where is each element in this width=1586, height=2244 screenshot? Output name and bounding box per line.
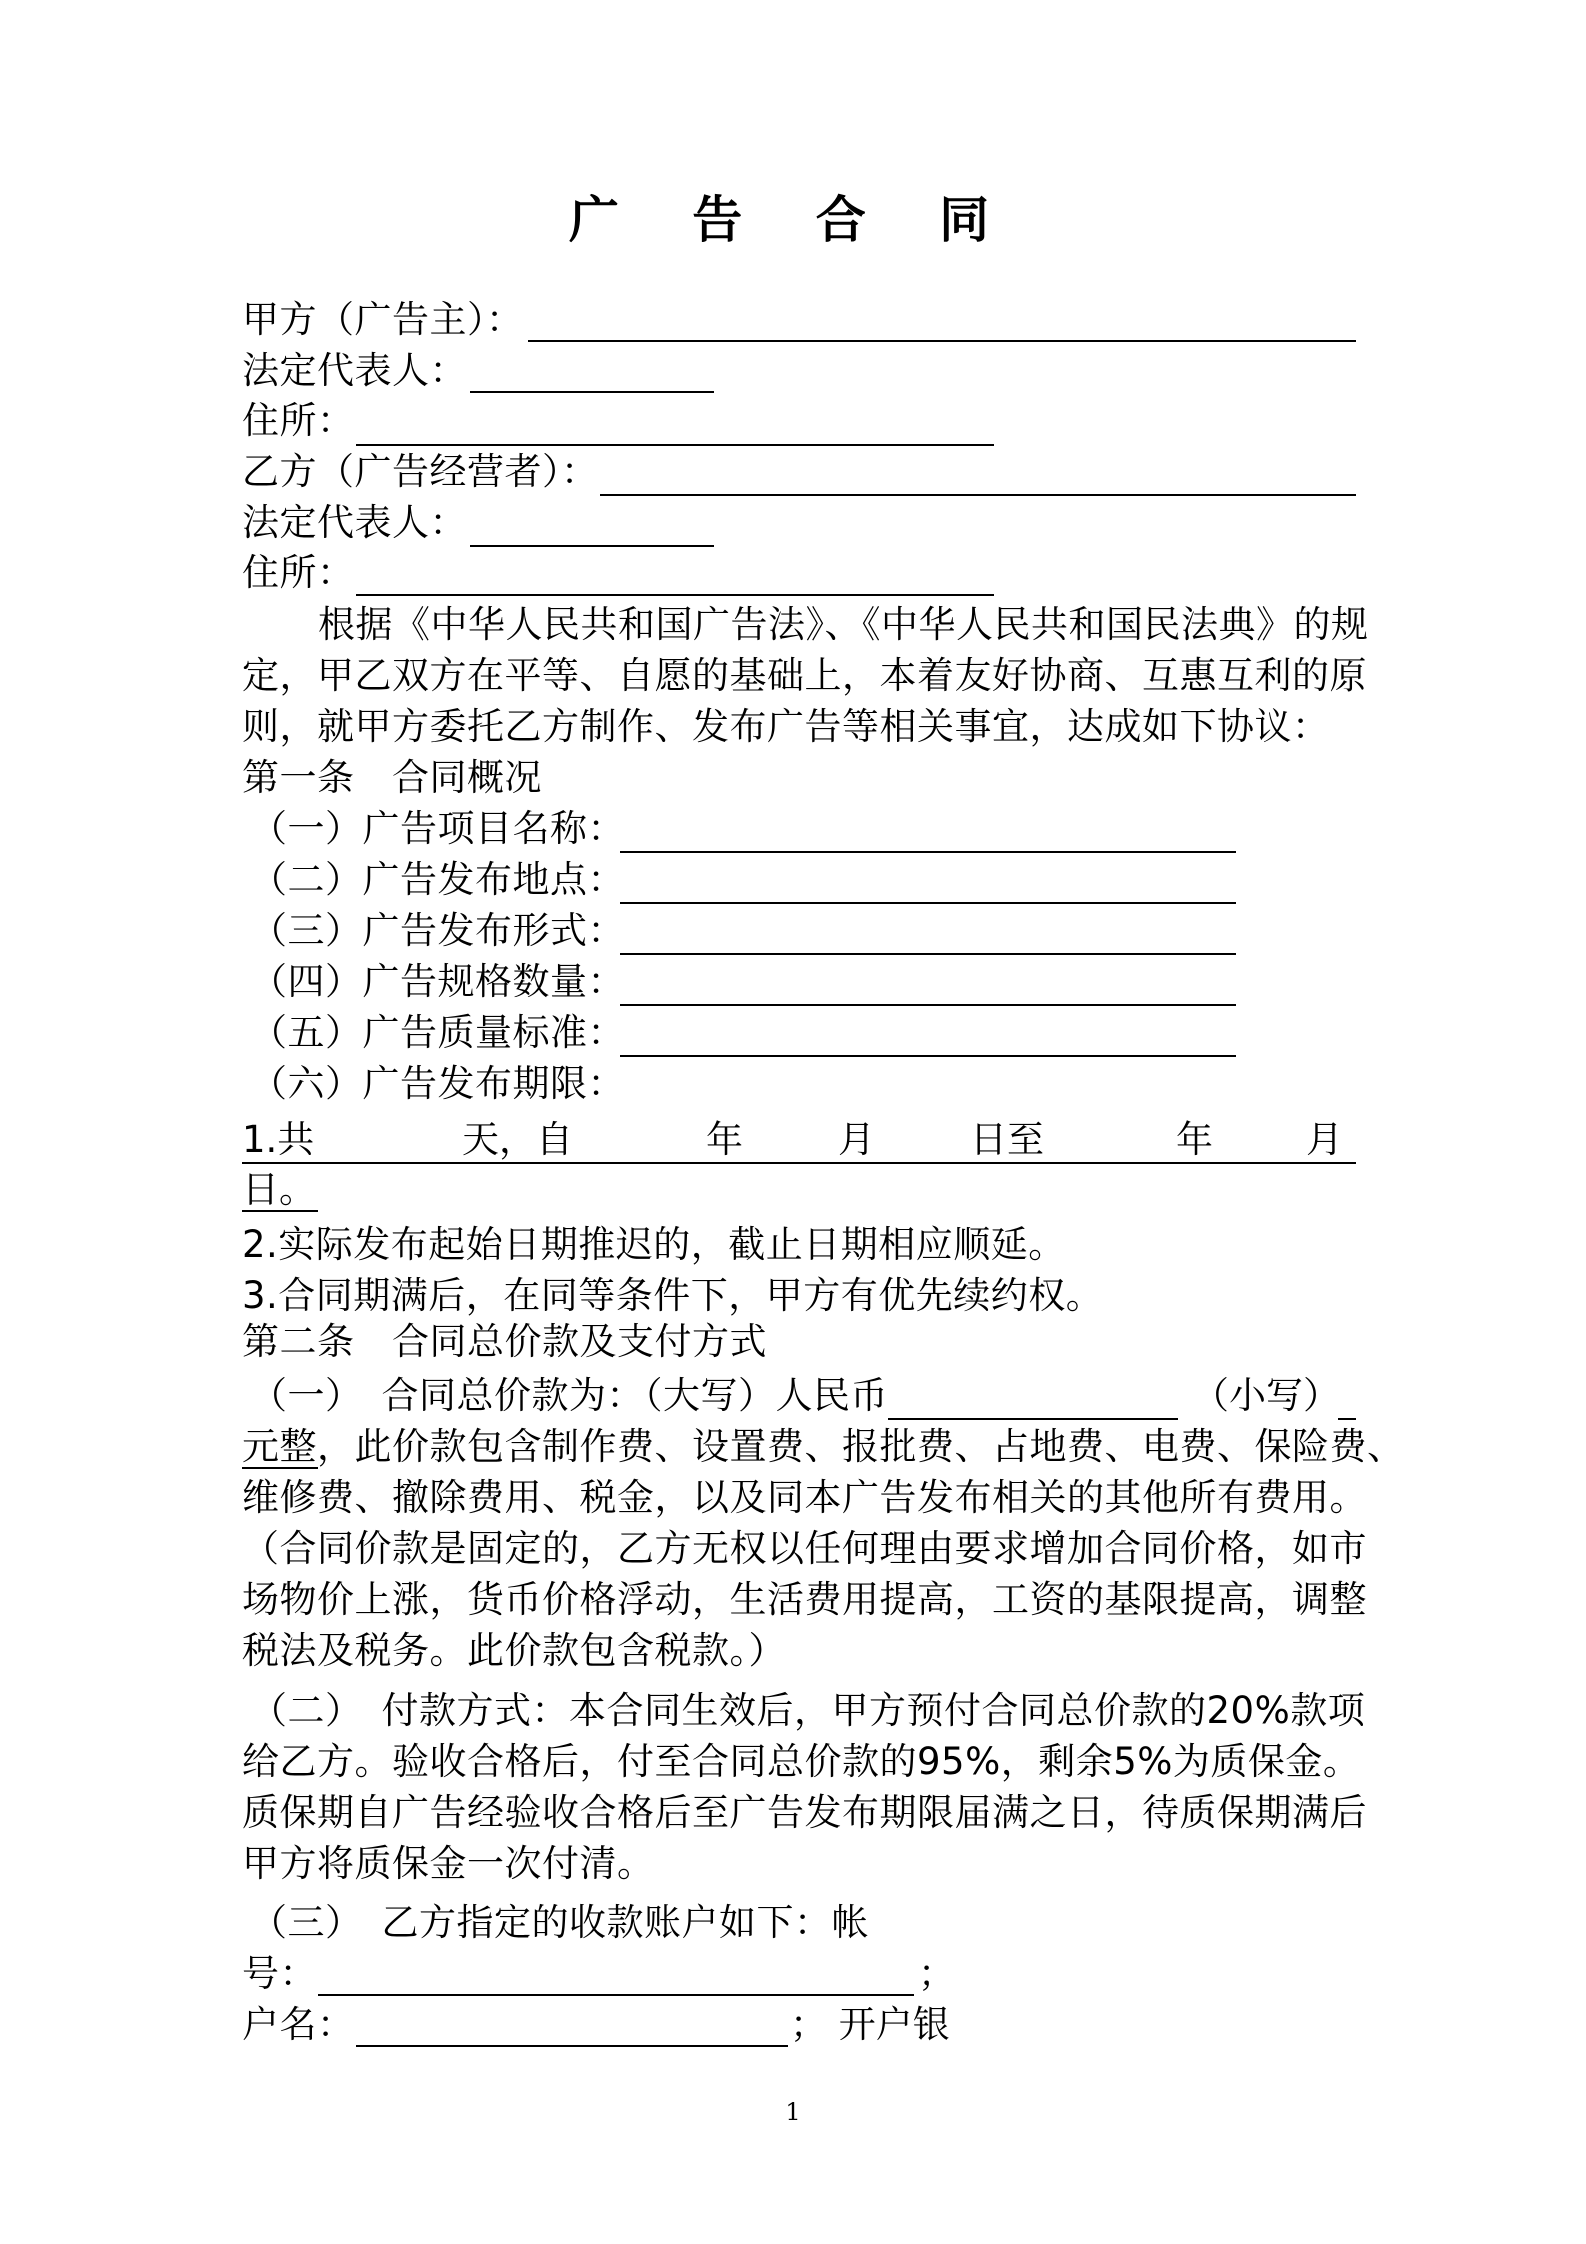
party-a-address-blank[interactable]: [356, 444, 994, 446]
account-name-blank[interactable]: [356, 2045, 788, 2047]
document-title: 广 告 合 同: [568, 191, 1018, 249]
preamble-line: 定，甲乙双方在平等、自愿的基础上，本着友好协商、互惠互利的原: [242, 654, 1367, 697]
term-text: 年: [706, 1118, 743, 1161]
article-1-item: （六）广告发布期限：: [250, 1062, 625, 1105]
party-b-blank[interactable]: [600, 494, 1356, 496]
term-text: 日。: [242, 1168, 316, 1211]
price-line: 场物价上涨，货币价格浮动，生活费用提高，工资的基限提高，调整: [242, 1578, 1367, 1621]
payment-line: （二） 付款方式：本合同生效后，甲方预付合同总价款的20%款项: [250, 1689, 1366, 1732]
term-text: 月: [1306, 1118, 1343, 1161]
party-a-rep-blank[interactable]: [470, 391, 714, 393]
article-1-item: （五）广告质量标准：: [250, 1011, 625, 1054]
price-line: （合同价款是固定的，乙方无权以任何理由要求增加合同价格，如市: [242, 1527, 1367, 1570]
account-number-blank[interactable]: [318, 1994, 914, 1996]
price-lowercase-label: （小写）: [1192, 1374, 1340, 1417]
price-yuan-blank[interactable]: [242, 1467, 318, 1469]
preamble-line: 根据《中华人民共和国广告法》、《中华人民共和国民法典》的规: [318, 603, 1369, 646]
item-blank[interactable]: [620, 851, 1236, 853]
party-a-rep-label: 法定代表人：: [242, 349, 467, 392]
term-text: 天，自: [462, 1118, 573, 1161]
item-blank[interactable]: [620, 902, 1236, 904]
article-1-item: （三）广告发布形式：: [250, 909, 625, 952]
payment-line: 质保期自广告经验收合格后至广告发布期限届满之日，待质保期满后: [242, 1791, 1367, 1834]
article-1-item: （四）广告规格数量：: [250, 960, 625, 1003]
article-1-heading: 第一条 合同概况: [242, 756, 542, 799]
party-b-rep-blank[interactable]: [470, 545, 714, 547]
account-intro: （三） 乙方指定的收款账户如下：帐: [250, 1901, 869, 1944]
item-blank[interactable]: [620, 1004, 1236, 1006]
bank-label: ； 开户银: [790, 2003, 950, 2046]
price-line: 税法及税务。此价款包含税款。）: [242, 1629, 786, 1672]
price-line: 元整，此价款包含制作费、设置费、报批费、占地费、电费、保险费、: [242, 1425, 1405, 1468]
preamble-line: 则，就甲方委托乙方制作、发布广告等相关事宜，达成如下协议：: [242, 705, 1330, 748]
article-1-item: （一）广告项目名称：: [250, 807, 625, 850]
party-a-address-label: 住所：: [242, 399, 355, 442]
term-text: 月: [838, 1118, 875, 1161]
payment-line: 甲方将质保金一次付清。: [242, 1842, 655, 1885]
article-2-heading: 第二条 合同总价款及支付方式: [242, 1320, 767, 1363]
term-underline[interactable]: [242, 1162, 1356, 1164]
term-text: 年: [1176, 1118, 1213, 1161]
item-blank[interactable]: [620, 1055, 1236, 1057]
price-label: （一） 合同总价款为：（大写）人民币: [250, 1374, 888, 1417]
party-b-rep-label: 法定代表人：: [242, 501, 467, 544]
account-name-label: 户名：: [242, 2003, 355, 2046]
term-text: 日至: [970, 1118, 1044, 1161]
party-a-label: 甲方（广告主）：: [242, 298, 524, 341]
account-number-label: 号：: [242, 1952, 317, 1995]
clause-2: 2.实际发布起始日期推迟的，截止日期相应顺延。: [242, 1223, 1066, 1266]
party-b-address-label: 住所：: [242, 551, 355, 594]
term-underline-2[interactable]: [242, 1210, 318, 1212]
party-a-blank[interactable]: [528, 340, 1356, 342]
page-number: 1: [785, 2098, 801, 2126]
price-line: 维修费、撤除费用、税金，以及同本广告发布相关的其他所有费用。: [242, 1476, 1367, 1519]
clause-3: 3.合同期满后，在同等条件下，甲方有优先续约权。: [242, 1274, 1104, 1317]
term-text: 1.共: [242, 1118, 315, 1161]
item-blank[interactable]: [620, 953, 1236, 955]
price-uppercase-blank[interactable]: [888, 1418, 1178, 1420]
party-b-address-blank[interactable]: [356, 594, 994, 596]
party-b-label: 乙方（广告经营者）：: [242, 450, 599, 493]
article-1-item: （二）广告发布地点：: [250, 858, 625, 901]
account-number-semicolon: ；: [918, 1952, 955, 1995]
price-lowercase-blank[interactable]: [1338, 1418, 1356, 1420]
payment-line: 给乙方。验收合格后，付至合同总价款的95%，剩余5%为质保金。: [242, 1740, 1361, 1783]
